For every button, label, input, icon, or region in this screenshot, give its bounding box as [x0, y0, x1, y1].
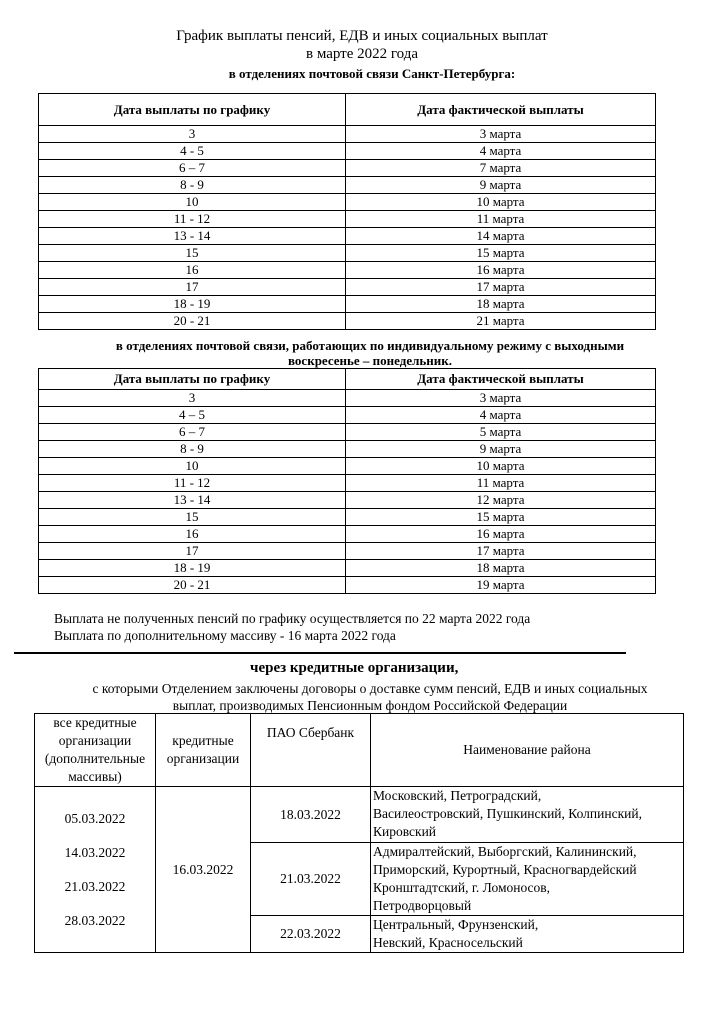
actual-date-cell: 15 марта	[346, 245, 656, 262]
actual-date-cell: 17 марта	[346, 543, 656, 560]
actual-date-cell: 17 марта	[346, 279, 656, 296]
section2-subtitle-line1: в отделениях почтовой связи, работающих по индивидуальному режиму с выходными	[115, 338, 625, 353]
table-row	[39, 407, 656, 424]
actual-date-cell: 19 марта	[346, 577, 656, 594]
actual-date-cell: 11 марта	[346, 475, 656, 492]
column-header-scheduled-date: Дата выплаты по графику	[39, 369, 346, 390]
actual-date-cell: 4 марта	[346, 143, 656, 160]
scheduled-date-cell: 20 - 21	[39, 313, 346, 330]
table-row	[39, 143, 656, 160]
actual-date-cell: 5 марта	[346, 424, 656, 441]
actual-date-cell: 16 марта	[346, 262, 656, 279]
scheduled-date-cell: 8 - 9	[39, 177, 346, 194]
scheduled-date-cell: 3	[39, 126, 346, 143]
column-header-all-credit-orgs	[35, 714, 156, 787]
scheduled-date-cell: 16	[39, 526, 346, 543]
date-value: 28.03.2022	[64, 912, 126, 928]
scheduled-date-cell: 3	[39, 390, 346, 407]
actual-date-cell: 7 марта	[346, 160, 656, 177]
actual-date-cell: 21 марта	[346, 313, 656, 330]
scheduled-date-cell: 6 – 7	[39, 160, 346, 177]
divider	[14, 652, 626, 654]
district-line: Центральный, Фрунзенский,	[373, 917, 539, 932]
scheduled-date-cell: 18 - 19	[39, 560, 346, 577]
table-row	[39, 526, 656, 543]
header-text: все кредитные	[53, 715, 137, 730]
table-row	[39, 509, 656, 526]
sberbank-date: 21.03.2022	[251, 843, 371, 916]
header-text: массивы)	[68, 769, 122, 784]
actual-date-cell: 11 марта	[346, 211, 656, 228]
actual-date-cell: 3 марта	[346, 126, 656, 143]
scheduled-date-cell: 11 - 12	[39, 475, 346, 492]
scheduled-date-cell: 20 - 21	[39, 577, 346, 594]
schedule-table-regular	[38, 93, 656, 330]
district-line: Московский, Петроградский,	[373, 788, 542, 803]
column-header-credit-orgs	[156, 714, 251, 787]
section1-subtitle: в отделениях почтовой связи Санкт-Петербурга:	[228, 66, 516, 81]
column-header-actual-date: Дата фактической выплаты	[346, 94, 656, 126]
scheduled-date-cell: 13 - 14	[39, 228, 346, 245]
credit-orgs-date: 16.03.2022	[156, 787, 251, 953]
table-row	[39, 458, 656, 475]
scheduled-date-cell: 16	[39, 262, 346, 279]
actual-date-cell: 10 марта	[346, 194, 656, 211]
table-row	[39, 441, 656, 458]
table-row	[39, 560, 656, 577]
sberbank-date: 18.03.2022	[251, 787, 371, 843]
date-value: 05.03.2022	[64, 810, 126, 826]
scheduled-date-cell: 4 – 5	[39, 407, 346, 424]
district-line: Петродворцовый	[373, 898, 472, 913]
table-row	[39, 313, 656, 330]
header-text: организации	[58, 733, 132, 748]
table-row	[39, 492, 656, 509]
note-unreceived-pensions: Выплата не полученных пенсий по графику осуществляется по 22 марта 2022 года	[54, 611, 531, 626]
table-row	[39, 160, 656, 177]
note-additional-array: Выплата по дополнительному массиву - 16 марта 2022 года	[54, 628, 396, 643]
column-header-actual-date: Дата фактической выплаты	[346, 369, 656, 390]
table-row	[39, 228, 656, 245]
scheduled-date-cell: 15	[39, 509, 346, 526]
table-row	[39, 279, 656, 296]
column-header-sberbank: ПАО Сбербанк	[251, 714, 371, 787]
table-row	[39, 177, 656, 194]
scheduled-date-cell: 15	[39, 245, 346, 262]
actual-date-cell: 12 марта	[346, 492, 656, 509]
table-row	[39, 390, 656, 407]
actual-date-cell: 18 марта	[346, 560, 656, 577]
page-title-line2: в марте 2022 года	[305, 46, 419, 62]
district-list	[371, 787, 684, 843]
section2-subtitle	[60, 338, 680, 368]
date-value: 14.03.2022	[64, 844, 126, 860]
scheduled-date-cell: 4 - 5	[39, 143, 346, 160]
scheduled-date-cell: 10	[39, 458, 346, 475]
section3-description-line2: выплат, производимых Пенсионным фондом Российской Федерации	[172, 698, 568, 713]
district-line: Василеостровский, Пушкинский, Колпинский,	[373, 806, 642, 821]
table-row	[39, 126, 656, 143]
scheduled-date-cell: 10	[39, 194, 346, 211]
actual-date-cell: 9 марта	[346, 177, 656, 194]
actual-date-cell: 10 марта	[346, 458, 656, 475]
credit-organizations-table	[34, 713, 684, 953]
table-row	[39, 296, 656, 313]
scheduled-date-cell: 17	[39, 279, 346, 296]
actual-date-cell: 16 марта	[346, 526, 656, 543]
header-text: кредитные	[172, 733, 234, 748]
date-value: 21.03.2022	[64, 878, 126, 894]
district-list	[371, 916, 684, 953]
column-header-district: Наименование района	[371, 714, 684, 787]
district-line: Адмиралтейский, Выборгский, Калининский,	[373, 844, 637, 859]
table-row	[39, 543, 656, 560]
table-row	[39, 262, 656, 279]
all-credit-orgs-dates	[35, 787, 156, 953]
scheduled-date-cell: 17	[39, 543, 346, 560]
section3-description	[40, 680, 700, 714]
district-line: Кировский	[373, 824, 437, 839]
page-title-line1: График выплаты пенсий, ЕДВ и иных социальных выплат	[176, 28, 548, 44]
district-list	[371, 843, 684, 916]
scheduled-date-cell: 6 – 7	[39, 424, 346, 441]
table-row	[39, 245, 656, 262]
header-text: организации	[166, 751, 240, 766]
district-line: Невский, Красносельский	[373, 935, 523, 950]
district-line: Кронштадтский, г. Ломоносов,	[373, 880, 551, 895]
table-row	[39, 577, 656, 594]
header-text: (дополнительные	[44, 751, 146, 766]
section3-description-line1: с которыми Отделением заключены договоры о доставке сумм пенсий, ЕДВ и иных социальных	[92, 681, 648, 696]
actual-date-cell: 9 марта	[346, 441, 656, 458]
district-line: Приморский, Курортный, Красногвардейский	[373, 862, 637, 877]
section3-title: через кредитные организации,	[250, 660, 459, 676]
scheduled-date-cell: 8 - 9	[39, 441, 346, 458]
table-row	[39, 194, 656, 211]
actual-date-cell: 3 марта	[346, 390, 656, 407]
column-header-scheduled-date: Дата выплаты по графику	[39, 94, 346, 126]
actual-date-cell: 15 марта	[346, 509, 656, 526]
table-row	[39, 424, 656, 441]
section2-subtitle-line2: воскресенье – понедельник.	[288, 353, 452, 368]
actual-date-cell: 4 марта	[346, 407, 656, 424]
sberbank-date: 22.03.2022	[251, 916, 371, 953]
scheduled-date-cell: 13 - 14	[39, 492, 346, 509]
actual-date-cell: 18 марта	[346, 296, 656, 313]
table-row	[39, 211, 656, 228]
scheduled-date-cell: 11 - 12	[39, 211, 346, 228]
schedule-table-individual	[38, 368, 656, 594]
scheduled-date-cell: 18 - 19	[39, 296, 346, 313]
actual-date-cell: 14 марта	[346, 228, 656, 245]
table-row	[39, 475, 656, 492]
